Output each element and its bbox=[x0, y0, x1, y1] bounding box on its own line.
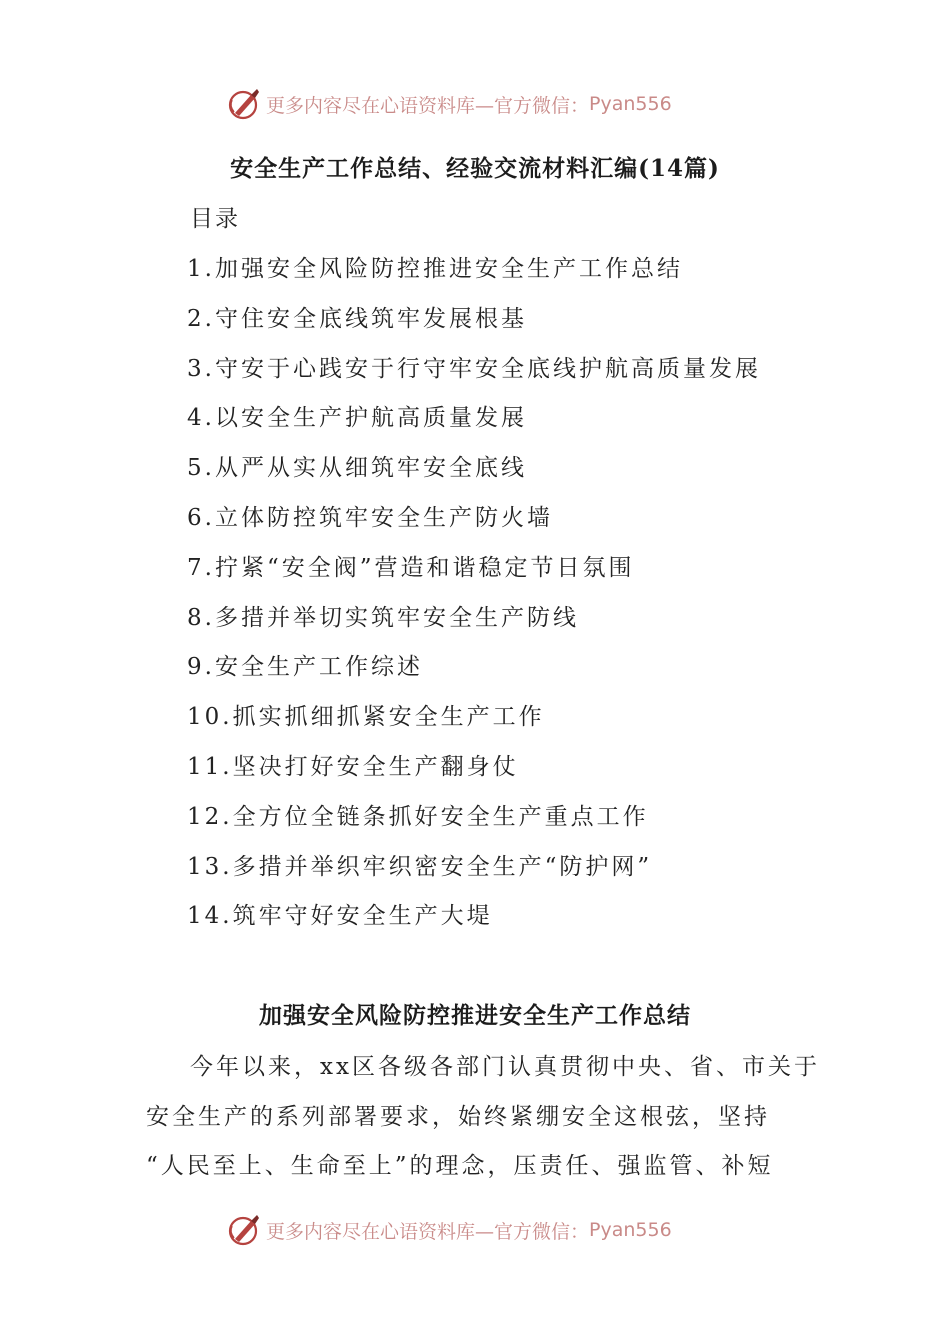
toc-item: 4.以安全生产护航高质量发展 bbox=[187, 405, 527, 432]
toc-item: 10.抓实抓细抓紧安全生产工作 bbox=[187, 704, 545, 731]
toc-item: 11.坚决打好安全生产翻身仗 bbox=[187, 753, 519, 780]
pen-circle-logo-icon bbox=[226, 1212, 262, 1248]
toc-item: 6.立体防控筑牢安全生产防火墙 bbox=[187, 504, 553, 531]
toc-item: 14.筑牢守好安全生产大堤 bbox=[187, 903, 493, 930]
toc-item: 7.拧紧“安全阀”营造和谐稳定节日氛围 bbox=[187, 554, 635, 581]
toc-item: 12.全方位全链条抓好安全生产重点工作 bbox=[187, 803, 649, 830]
toc-item: 3.守安于心践安于行守牢安全底线护航高质量发展 bbox=[187, 355, 761, 382]
watermark-footer bbox=[226, 1210, 672, 1250]
pen-circle-logo-icon bbox=[226, 86, 262, 122]
toc-item: 9.安全生产工作综述 bbox=[187, 654, 423, 681]
watermark-wechat-id: Pyan556 bbox=[589, 1219, 672, 1241]
section-title: 加强安全风险防控推进安全生产工作总结 bbox=[259, 1002, 691, 1029]
watermark-wechat-id: Pyan556 bbox=[589, 93, 672, 115]
toc-item: 2.守住安全底线筑牢发展根基 bbox=[187, 305, 527, 332]
toc-item: 13.多措并举织牢织密安全生产“防护网” bbox=[187, 853, 653, 880]
toc-item: 8.多措并举切实筑牢安全生产防线 bbox=[187, 604, 579, 631]
paragraph-line: 今年以来，xx区各级各部门认真贯彻中央、省、市关于 bbox=[190, 1054, 820, 1080]
toc-item: 5.从严从实从细筑牢安全底线 bbox=[187, 455, 527, 482]
watermark-text: 更多内容尽在心语资料库—官方微信： bbox=[266, 1220, 590, 1243]
document-title: 安全生产工作总结、经验交流材料汇编(14篇) bbox=[230, 155, 720, 182]
watermark-header bbox=[226, 84, 672, 124]
paragraph-line: “人民至上、生命至上”的理念，压责任、强监管、补短 bbox=[146, 1153, 774, 1179]
paragraph-line: 安全生产的系列部署要求，始终紧绷安全这根弦，坚持 bbox=[146, 1104, 770, 1130]
toc-heading: 目录 bbox=[190, 206, 240, 232]
toc-item: 1.加强安全风险防控推进安全生产工作总结 bbox=[187, 256, 683, 282]
watermark-text: 更多内容尽在心语资料库—官方微信： bbox=[266, 94, 590, 117]
table-of-contents bbox=[187, 249, 761, 946]
